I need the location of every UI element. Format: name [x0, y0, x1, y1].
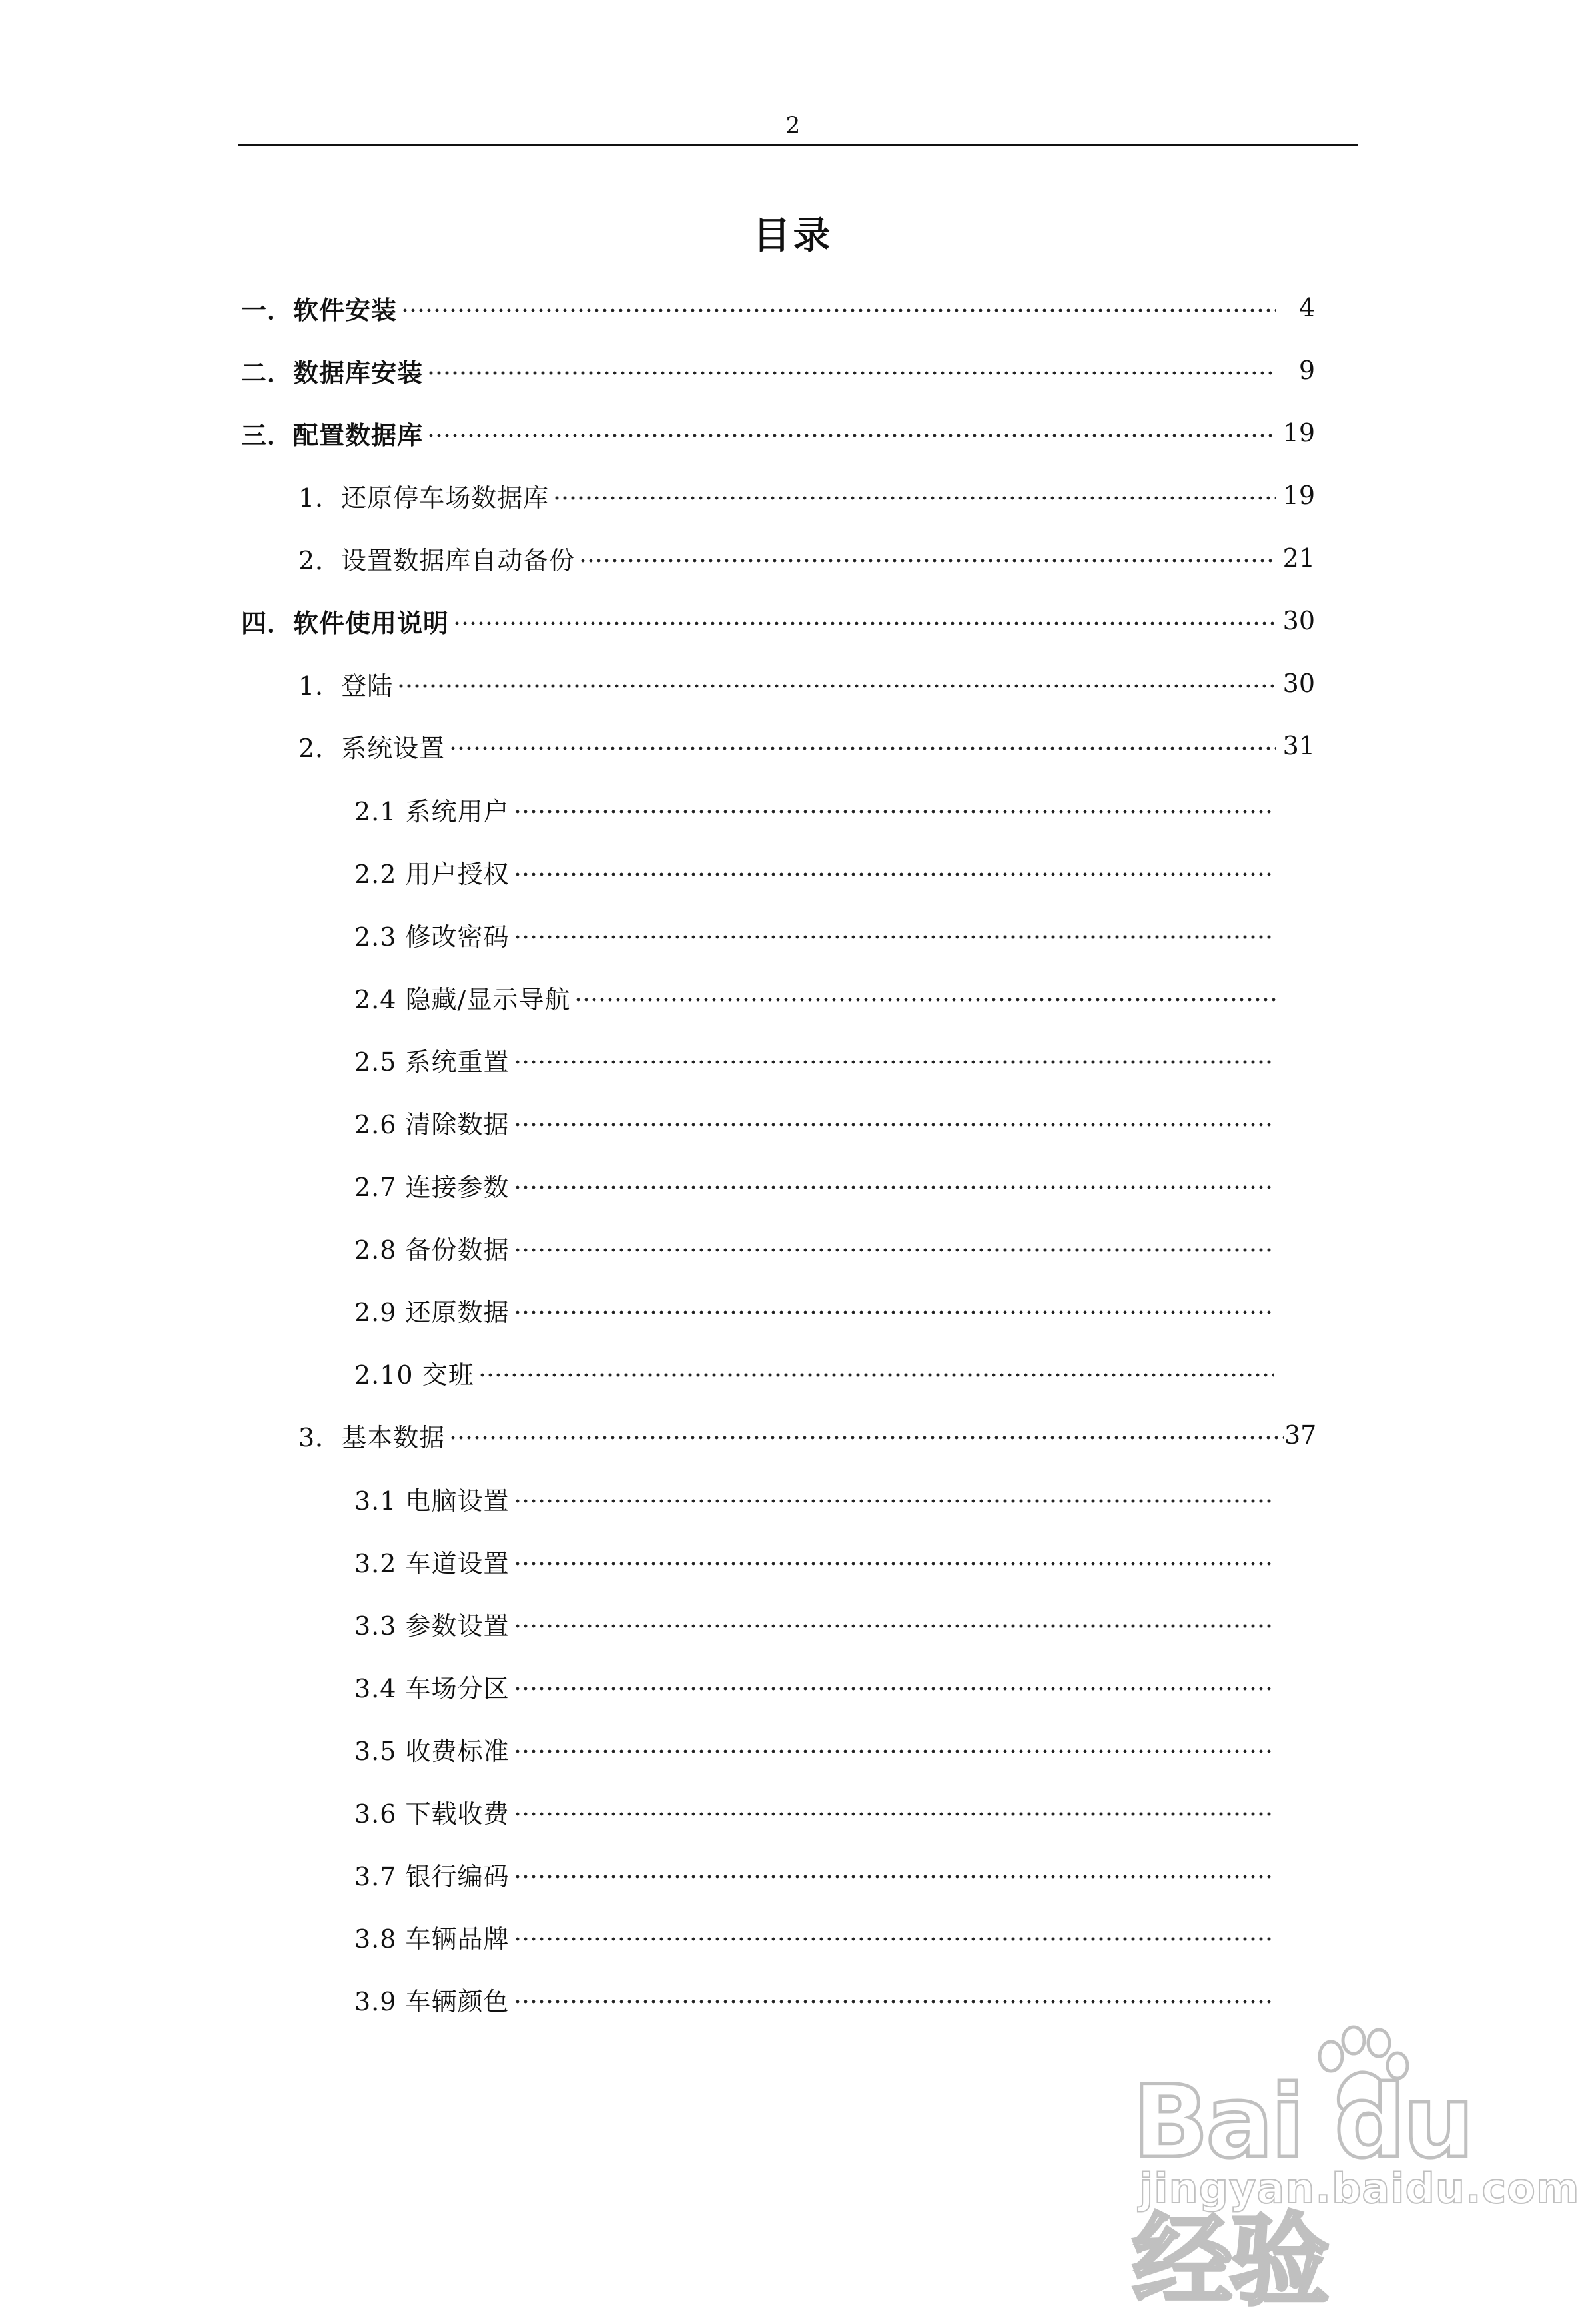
leader-dots — [514, 1873, 1274, 1881]
leader-dots — [574, 996, 1278, 1004]
toc-entry-page: 30 — [1282, 606, 1315, 635]
toc-entry-page: 21 — [1282, 543, 1315, 573]
toc-entry-configure-database[interactable] — [241, 413, 1315, 453]
toc-entry-page: 19 — [1282, 418, 1315, 447]
toc-entry-label: 3.2 车道设置 — [354, 1548, 510, 1578]
toc-entry-software-usage[interactable] — [241, 601, 1315, 641]
leader-dots — [514, 870, 1274, 878]
toc-entry-parking-zones[interactable] — [354, 1666, 1278, 1706]
leader-dots — [453, 619, 1276, 627]
page-number: 2 — [785, 112, 801, 139]
toc-entry-label: 2.9 还原数据 — [354, 1297, 510, 1327]
toc-entry-label: 3.5 收费标准 — [354, 1736, 510, 1766]
toc-entry-label: 2．设置数据库自动备份 — [298, 545, 576, 575]
toc-entry-label: 1．登陆 — [298, 671, 394, 701]
leader-dots — [514, 1622, 1274, 1630]
toc-entry-page: 19 — [1282, 481, 1315, 510]
toc-entry-user-authorization[interactable] — [354, 852, 1278, 892]
toc-entry-computer-settings[interactable] — [354, 1478, 1278, 1518]
toc-entry-fee-standards[interactable] — [354, 1729, 1278, 1769]
toc-entry-label: 一．软件安装 — [241, 294, 398, 325]
toc-entry-label: 3.4 车场分区 — [354, 1673, 510, 1703]
toc-entry-database-install[interactable] — [241, 350, 1315, 390]
toc-entry-label: 3．基本数据 — [298, 1422, 446, 1452]
watermark-logo-text: Bai du 经验 — [1132, 2064, 1472, 2319]
toc-entry-software-install[interactable] — [241, 288, 1315, 328]
leader-dots — [553, 494, 1276, 502]
toc-entry-label: 2.7 连接参数 — [354, 1172, 510, 1202]
toc-entry-label: 3.7 银行编码 — [354, 1861, 510, 1891]
toc-entry-backup-data[interactable] — [354, 1227, 1278, 1267]
toc-entry-page: 37 — [1284, 1420, 1317, 1450]
toc-entry-change-password[interactable] — [354, 914, 1278, 954]
toc-entry-shift-handover[interactable] — [354, 1352, 1278, 1392]
toc-entry-label: 2.4 隐藏/显示导航 — [354, 984, 571, 1014]
toc-entry-label: 2.2 用户授权 — [354, 859, 510, 889]
toc-entry-download-fees[interactable] — [354, 1791, 1278, 1831]
toc-entry-label: 3.8 车辆品牌 — [354, 1924, 510, 1954]
leader-dots — [514, 1810, 1274, 1818]
toc-entry-page: 4 — [1298, 293, 1315, 322]
toc-entry-label: 2．系统设置 — [298, 733, 446, 763]
toc-entry-clear-data[interactable] — [354, 1102, 1278, 1142]
leader-dots — [427, 432, 1276, 439]
toc-entry-label: 2.10 交班 — [354, 1360, 474, 1390]
toc-entry-label: 四．软件使用说明 — [241, 607, 450, 638]
toc-entry-parameter-settings[interactable] — [354, 1603, 1278, 1643]
watermark-url: jingyan.baidu.com — [1139, 2164, 1580, 2213]
baidu-jingyan-watermark — [1132, 2024, 1580, 2319]
leader-dots — [427, 369, 1276, 377]
toc-entry-restore-parking-db[interactable] — [298, 475, 1315, 515]
toc-entry-restore-data[interactable] — [354, 1290, 1278, 1330]
toc-entry-label: 2.3 修改密码 — [354, 922, 510, 952]
toc-entry-label: 2.5 系统重置 — [354, 1047, 510, 1077]
leader-dots — [514, 933, 1274, 941]
leader-dots — [514, 1497, 1274, 1505]
toc-title: 目录 — [753, 214, 833, 258]
toc-entry-label: 三．配置数据库 — [241, 420, 424, 450]
leader-dots — [401, 306, 1276, 314]
toc-entry-system-settings[interactable] — [298, 726, 1315, 766]
leader-dots — [514, 1121, 1274, 1129]
toc-entry-label: 1．还原停车场数据库 — [298, 483, 550, 513]
toc-entry-login[interactable] — [298, 663, 1315, 703]
toc-entry-system-users[interactable] — [354, 789, 1278, 829]
toc-entry-label: 3.3 参数设置 — [354, 1611, 510, 1641]
toc-entry-page: 30 — [1282, 669, 1315, 698]
toc-entry-connection-params[interactable] — [354, 1165, 1278, 1205]
leader-dots — [514, 1058, 1274, 1066]
leader-dots — [514, 1308, 1274, 1316]
leader-dots — [514, 1935, 1274, 1943]
leader-dots — [514, 1998, 1274, 2006]
toc-entry-page: 31 — [1282, 731, 1315, 760]
leader-dots — [514, 1183, 1274, 1191]
leader-dots — [514, 1246, 1274, 1254]
leader-dots — [449, 744, 1276, 752]
leader-dots — [514, 1560, 1274, 1568]
leader-dots — [397, 682, 1276, 690]
leader-dots — [514, 808, 1274, 816]
toc-entry-label: 3.1 电脑设置 — [354, 1486, 510, 1516]
toc-entry-system-reset[interactable] — [354, 1039, 1278, 1079]
leader-dots — [478, 1371, 1274, 1379]
leader-dots — [579, 557, 1276, 565]
toc-entry-page: 9 — [1298, 356, 1315, 385]
toc-entry-label: 2.1 系统用户 — [354, 796, 510, 826]
toc-entry-vehicle-colors[interactable] — [354, 1979, 1278, 2019]
toc-entry-basic-data[interactable] — [298, 1415, 1315, 1455]
toc-entry-label: 3.6 下载收费 — [354, 1799, 510, 1829]
toc-entry-label: 2.8 备份数据 — [354, 1235, 510, 1265]
toc-entry-toggle-navigation[interactable] — [354, 977, 1282, 1017]
toc-entry-label: 2.6 清除数据 — [354, 1109, 510, 1139]
leader-dots — [449, 1434, 1284, 1442]
leader-dots — [514, 1685, 1274, 1693]
toc-entry-label: 二．数据库安装 — [241, 357, 424, 388]
toc-entry-lane-settings[interactable] — [354, 1541, 1278, 1581]
toc-entry-vehicle-brands[interactable] — [354, 1916, 1278, 1956]
toc-entry-auto-backup[interactable] — [298, 538, 1315, 578]
leader-dots — [514, 1747, 1274, 1755]
toc-entry-label: 3.9 车辆颜色 — [354, 1986, 510, 2016]
toc-entry-bank-codes[interactable] — [354, 1854, 1278, 1894]
